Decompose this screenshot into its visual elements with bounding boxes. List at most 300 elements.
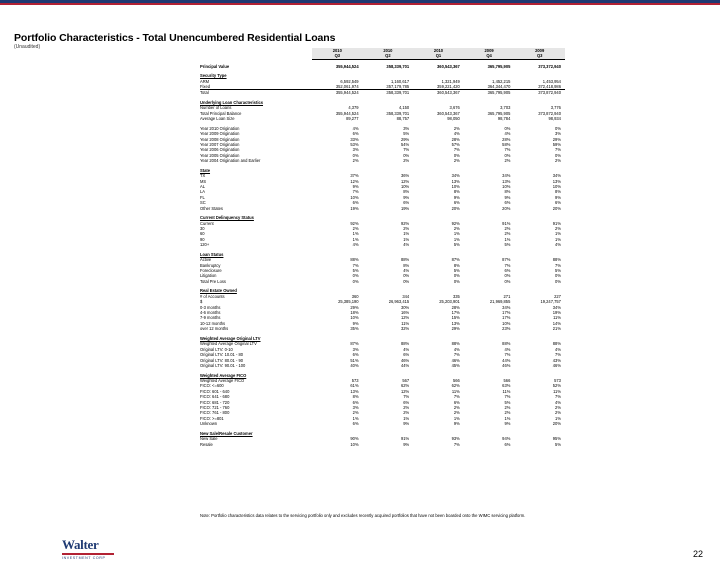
- value-cell: 2%: [555, 404, 561, 410]
- value-cell: 3%: [403, 125, 410, 131]
- section-label: Weighted Average Original LTV: [200, 335, 261, 341]
- value-cell: 355,944,524: [335, 63, 359, 69]
- value-cell: 54%: [400, 141, 410, 147]
- section-label: Underlying Loan Characteristics: [200, 99, 264, 105]
- logo-wordmark: Walter: [62, 537, 99, 552]
- value-cell: 28%: [502, 136, 511, 142]
- value-cell: 7%: [504, 147, 511, 153]
- value-cell: 6%: [504, 441, 511, 447]
- value-cell: 3%: [352, 346, 359, 352]
- value-cell: 7%: [453, 394, 460, 400]
- row-label: FICO: 681 - 720: [200, 399, 230, 405]
- value-cell: 6%: [403, 200, 410, 206]
- value-cell: 46%: [502, 362, 511, 368]
- value-cell: 9%: [352, 183, 359, 189]
- value-cell: 62%: [400, 383, 410, 389]
- footnote: Note: Portfolio characteristics data relates to the servicing portfolio only and excludes recently acquired portfolios that have not been boarded onto the WIMC servicing platform.: [200, 513, 526, 518]
- value-cell: 0%: [504, 278, 511, 284]
- header-quarter: Q3: [312, 53, 363, 59]
- value-cell: 4%: [403, 346, 410, 352]
- header-quarter: Q2: [363, 53, 414, 59]
- row-label: Year 2009 Origination: [200, 131, 240, 137]
- value-cell: 0%: [555, 152, 561, 158]
- value-cell: 567: [402, 377, 410, 383]
- row-label: 4-6 months: [200, 310, 221, 316]
- value-cell: 7%: [555, 262, 561, 268]
- value-cell: 360: [351, 293, 359, 299]
- value-cell: 35%: [350, 326, 359, 332]
- value-cell: 1,452,215: [492, 78, 511, 84]
- row-label: Year 2008 Origination: [200, 136, 240, 142]
- value-cell: 4%: [403, 242, 410, 248]
- row-label: Weighted Average FICO: [200, 377, 245, 383]
- value-cell: 8%: [453, 262, 460, 268]
- value-cell: 4%: [403, 268, 410, 274]
- row-label: FICO: >=801: [200, 415, 224, 421]
- value-cell: 25,203,901: [439, 299, 460, 305]
- value-cell: 9%: [352, 320, 359, 326]
- value-cell: 357,179,785: [386, 83, 410, 89]
- value-cell: 32%: [400, 326, 410, 332]
- value-cell: 1%: [555, 415, 561, 421]
- value-cell: 6%: [403, 352, 410, 358]
- value-cell: 373,372,940: [538, 63, 561, 69]
- value-cell: 4%: [453, 346, 460, 352]
- value-cell: 88%: [400, 257, 410, 263]
- value-cell: 10%: [350, 315, 359, 321]
- value-cell: 30%: [400, 304, 410, 310]
- value-cell: 0%: [453, 278, 460, 284]
- value-cell: 1%: [555, 231, 561, 237]
- value-cell: 91%: [400, 436, 410, 442]
- value-cell: 373,872,940: [514, 90, 565, 96]
- value-cell: 2%: [403, 410, 410, 416]
- value-cell: 37%: [350, 173, 359, 179]
- value-cell: 10%: [502, 183, 511, 189]
- logo-underline: [62, 553, 114, 555]
- walter-logo: [62, 537, 122, 563]
- value-cell: 2%: [453, 404, 460, 410]
- value-cell: 1%: [352, 236, 359, 242]
- value-cell: 46%: [451, 357, 460, 363]
- value-cell: 4,150: [398, 105, 410, 111]
- row-label: Total Pre Loss: [200, 278, 226, 284]
- value-cell: 4%: [453, 131, 460, 137]
- value-cell: 34%: [552, 173, 561, 179]
- row-label: LA: [200, 189, 206, 195]
- value-cell: 88%: [350, 257, 359, 263]
- section-label: Loan Status: [200, 251, 224, 257]
- value-cell: 2%: [504, 231, 511, 237]
- value-cell: 92%: [400, 220, 410, 226]
- value-cell: 13%: [350, 388, 359, 394]
- value-cell: 28%: [451, 304, 460, 310]
- value-cell: 10%: [552, 183, 561, 189]
- value-cell: 87%: [451, 257, 460, 263]
- value-cell: 4,379: [348, 105, 359, 111]
- value-cell: 53%: [350, 141, 359, 147]
- row-label: Litigation: [200, 273, 217, 279]
- value-cell: 6%: [555, 200, 561, 206]
- value-cell: 33%: [350, 136, 359, 142]
- section-label: New Sale/Resale Customer: [200, 430, 253, 436]
- value-cell: 9%: [403, 421, 410, 427]
- value-cell: 6%: [352, 399, 359, 405]
- value-cell: 92%: [350, 220, 359, 226]
- value-cell: 88%: [552, 341, 561, 347]
- value-cell: 13%: [451, 320, 460, 326]
- value-cell: 1%: [504, 415, 511, 421]
- value-cell: 2%: [504, 404, 511, 410]
- value-cell: 7%: [504, 394, 511, 400]
- value-cell: 18%: [350, 310, 359, 316]
- value-cell: 87%: [502, 257, 511, 263]
- header-year: 2009: [514, 48, 565, 53]
- value-cell: 360,543,367: [413, 90, 464, 96]
- value-cell: 335: [452, 293, 460, 299]
- value-cell: 9%: [504, 421, 511, 427]
- value-cell: 0%: [504, 125, 511, 131]
- value-cell: 62%: [451, 383, 460, 389]
- value-cell: 40%: [350, 362, 359, 368]
- header-quarter: Q1: [413, 53, 464, 59]
- value-cell: 364,344,470: [487, 83, 511, 89]
- row-label: FICO: 641 - 680: [200, 394, 230, 400]
- value-cell: 0%: [453, 152, 460, 158]
- value-cell: 8%: [403, 262, 410, 268]
- value-cell: 0%: [453, 273, 460, 279]
- row-label: Other States: [200, 205, 223, 211]
- value-cell: 3%: [352, 147, 359, 153]
- value-cell: 355,944,524: [335, 110, 359, 116]
- row-label: Current: [200, 220, 214, 226]
- header-year: 2010: [413, 48, 464, 53]
- value-cell: 10%: [350, 194, 359, 200]
- value-cell: 6%: [403, 399, 410, 405]
- value-cell: 11%: [553, 388, 561, 394]
- value-cell: 1,160,617: [390, 78, 410, 84]
- value-cell: 44%: [400, 362, 410, 368]
- row-label: over 12 months: [200, 326, 229, 332]
- value-cell: 2%: [453, 158, 460, 164]
- value-cell: 11%: [451, 388, 460, 394]
- value-cell: 4%: [555, 346, 561, 352]
- value-cell: 358,339,701: [363, 90, 414, 96]
- value-cell: 2%: [453, 410, 460, 416]
- value-cell: 25,385,190: [338, 299, 359, 305]
- value-cell: 0%: [403, 273, 410, 279]
- value-cell: 271: [503, 293, 511, 299]
- value-cell: 0%: [555, 125, 561, 131]
- value-cell: 7%: [352, 189, 359, 195]
- row-label: $: [200, 299, 203, 305]
- top-accent-red: [0, 3, 720, 5]
- table-row: [200, 442, 565, 447]
- value-cell: 11%: [553, 315, 561, 321]
- value-cell: 13%: [502, 178, 511, 184]
- header-year: 2010: [363, 48, 414, 53]
- value-cell: 6%: [352, 421, 359, 427]
- value-cell: 59%: [552, 141, 561, 147]
- header-quarter: Q4: [464, 53, 515, 59]
- value-cell: 28%: [451, 136, 460, 142]
- value-cell: 3,676: [449, 105, 460, 111]
- value-cell: 9%: [403, 441, 410, 447]
- section-label: State: [200, 167, 211, 173]
- value-cell: 344: [402, 293, 410, 299]
- section-label: Security Type: [200, 73, 227, 79]
- value-cell: 10%: [400, 183, 410, 189]
- value-cell: 91%: [502, 220, 511, 226]
- value-cell: 359,221,420: [437, 83, 460, 89]
- row-label: 0-3 months: [200, 304, 221, 310]
- value-cell: 2%: [504, 410, 511, 416]
- value-cell: 9%: [453, 194, 460, 200]
- row-label: FL: [200, 194, 205, 200]
- value-cell: 94%: [502, 436, 511, 442]
- row-label: FICO: <=600: [200, 383, 224, 389]
- value-cell: 7%: [453, 352, 460, 358]
- value-cell: 2%: [453, 226, 460, 231]
- row-label: # of Accounts: [200, 293, 225, 299]
- row-label: Average Loan Size: [200, 116, 235, 122]
- value-cell: 8%: [352, 394, 359, 400]
- value-cell: 98,784: [497, 116, 511, 122]
- value-cell: 9%: [555, 194, 561, 200]
- value-cell: 7%: [555, 394, 561, 400]
- logo-subtext: INVESTMENT CORP: [62, 556, 106, 560]
- row-label: 60: [200, 231, 205, 237]
- value-cell: 365,795,905: [464, 90, 515, 96]
- row-label: Original LTV: 80.01 - 90: [200, 357, 244, 363]
- row-label: Unknown: [200, 421, 218, 427]
- value-cell: 23%: [502, 326, 511, 332]
- row-label: Year 2004 Origination and Earlier: [200, 158, 261, 164]
- value-cell: 0%: [403, 278, 410, 284]
- row-label: 7-9 months: [200, 315, 221, 321]
- value-cell: 1,321,949: [441, 78, 460, 84]
- value-cell: 43%: [552, 357, 561, 363]
- value-cell: 5%: [352, 268, 359, 274]
- section-label: Real Estate Owned: [200, 288, 237, 294]
- value-cell: 4%: [504, 346, 511, 352]
- value-cell: 365,795,905: [487, 110, 511, 116]
- row-label: 90: [200, 236, 205, 242]
- value-cell: 5%: [504, 399, 511, 405]
- value-cell: 52%: [552, 383, 561, 389]
- value-cell: 1,453,954: [542, 78, 561, 84]
- value-cell: 0%: [555, 273, 561, 279]
- row-label: 120+: [200, 242, 210, 248]
- value-cell: 88,757: [396, 116, 410, 122]
- value-cell: 7%: [403, 147, 410, 153]
- value-cell: 373,872,940: [538, 110, 561, 116]
- page-subtitle: (Unaudited): [14, 44, 41, 50]
- row-label: Year 2005 Origination: [200, 152, 240, 158]
- row-label: Weighted Average Original LTV: [200, 341, 257, 347]
- value-cell: 6%: [453, 200, 460, 206]
- row-label: FICO: 761 - 800: [200, 410, 230, 416]
- value-cell: 0%: [504, 152, 511, 158]
- value-cell: 5%: [555, 268, 561, 274]
- value-cell: 9%: [504, 194, 511, 200]
- value-cell: 7%: [504, 262, 511, 268]
- value-cell: 93%: [451, 436, 460, 442]
- value-cell: 15%: [451, 315, 460, 321]
- value-cell: 1%: [352, 415, 359, 421]
- value-cell: 2%: [504, 158, 511, 164]
- portfolio-table: [200, 48, 565, 447]
- value-cell: 1%: [555, 236, 561, 242]
- value-cell: 20%: [552, 205, 561, 211]
- value-cell: 3%: [352, 404, 359, 410]
- row-label: Principal Value: [200, 63, 230, 69]
- section-label: Current Delinquency Status: [200, 215, 254, 221]
- value-cell: 2%: [352, 226, 359, 231]
- value-cell: 566: [503, 377, 511, 383]
- value-cell: 0%: [555, 278, 561, 284]
- value-cell: 2%: [403, 226, 410, 231]
- value-cell: 0%: [352, 273, 359, 279]
- value-cell: 2%: [504, 226, 511, 231]
- value-cell: 8%: [504, 189, 511, 195]
- row-label: Year 2006 Origination: [200, 147, 240, 153]
- value-cell: 16%: [400, 310, 410, 316]
- value-cell: 34%: [502, 173, 511, 179]
- value-cell: 1%: [453, 231, 460, 237]
- value-cell: 46%: [400, 357, 410, 363]
- value-cell: 6%: [504, 200, 511, 206]
- value-cell: 2%: [555, 226, 561, 231]
- value-cell: 87%: [350, 341, 359, 347]
- value-cell: 29%: [451, 326, 460, 332]
- value-cell: 10%: [451, 183, 460, 189]
- row-label: MS: [200, 178, 207, 184]
- value-cell: 20%: [502, 205, 511, 211]
- value-cell: 29%: [552, 136, 561, 142]
- section-label: Weighted Average FICO: [200, 372, 247, 378]
- value-cell: 227: [554, 293, 561, 299]
- value-cell: 2%: [352, 410, 359, 416]
- row-label: Original LTV: 90.01 - 100: [200, 362, 246, 368]
- value-cell: 17%: [502, 310, 511, 316]
- value-cell: 358,339,701: [386, 110, 410, 116]
- value-cell: 2%: [352, 158, 359, 164]
- value-cell: 34%: [451, 173, 460, 179]
- value-cell: 10%: [502, 320, 511, 326]
- header-year: 2010: [312, 48, 363, 53]
- value-cell: 88%: [400, 341, 410, 347]
- value-cell: 7%: [453, 147, 460, 153]
- value-cell: 1%: [504, 236, 511, 242]
- value-cell: 17%: [502, 315, 511, 321]
- top-accent-bar: [0, 0, 720, 8]
- value-cell: 90%: [350, 436, 359, 442]
- value-cell: 29%: [350, 304, 359, 310]
- value-cell: 58%: [502, 141, 511, 147]
- value-cell: 1%: [453, 236, 460, 242]
- value-cell: 34%: [552, 304, 561, 310]
- value-cell: 7%: [555, 352, 561, 358]
- value-cell: 8%: [403, 189, 410, 195]
- value-cell: 6%: [352, 352, 359, 358]
- value-cell: 2%: [555, 158, 561, 164]
- row-label: Active: [200, 257, 212, 263]
- value-cell: 19%: [552, 310, 561, 316]
- row-label: Total Principal Balance: [200, 110, 242, 116]
- value-cell: 4%: [352, 242, 359, 248]
- value-cell: 44%: [502, 357, 511, 363]
- value-cell: 4%: [555, 242, 561, 248]
- row-label: Resale: [200, 441, 213, 447]
- value-cell: 19,247,757: [540, 299, 561, 305]
- value-cell: 26,963,415: [388, 299, 410, 305]
- value-cell: 360,543,367: [437, 63, 460, 69]
- value-cell: 12%: [400, 315, 410, 321]
- portfolio-table-container: [200, 48, 710, 447]
- row-label: Bankruptcy: [200, 262, 221, 268]
- value-cell: 11%: [502, 388, 511, 394]
- value-cell: 7%: [352, 262, 359, 268]
- value-cell: 1%: [403, 415, 410, 421]
- row-label: Original LTV: 10.01 - 80: [200, 352, 244, 358]
- value-cell: 17%: [451, 310, 460, 316]
- value-cell: 12%: [400, 178, 410, 184]
- value-cell: 7%: [453, 441, 460, 447]
- row-label: Number of Loans: [200, 105, 232, 111]
- row-label: AL: [200, 183, 206, 189]
- header-year: 2009: [464, 48, 515, 53]
- value-cell: 10%: [350, 441, 359, 447]
- value-cell: 92%: [451, 220, 460, 226]
- value-cell: 566: [452, 377, 460, 383]
- row-label: Year 2010 Origination: [200, 125, 240, 131]
- value-cell: 89,277: [346, 116, 359, 122]
- value-cell: 95%: [552, 436, 561, 442]
- value-cell: 45%: [451, 362, 460, 368]
- value-cell: 98,934: [548, 116, 561, 122]
- value-cell: 1%: [403, 236, 410, 242]
- value-cell: 2%: [453, 125, 460, 131]
- value-cell: 355,944,524: [312, 90, 363, 96]
- value-cell: 4%: [352, 125, 359, 131]
- value-cell: 2%: [555, 410, 561, 416]
- value-cell: 57%: [451, 141, 460, 147]
- row-label: Year 2007 Origination: [200, 141, 240, 147]
- row-label: 30: [200, 226, 205, 231]
- header-quarter: Q3: [514, 53, 565, 59]
- value-cell: 63%: [502, 383, 511, 389]
- value-cell: 5%: [403, 131, 410, 137]
- value-cell: 6%: [453, 399, 460, 405]
- value-cell: 98,050: [447, 116, 460, 122]
- value-cell: 5%: [453, 268, 460, 274]
- value-cell: 13%: [552, 178, 561, 184]
- value-cell: 0%: [352, 152, 359, 158]
- value-cell: 2%: [403, 404, 410, 410]
- value-cell: 5%: [453, 242, 460, 248]
- value-cell: 0%: [504, 273, 511, 279]
- value-cell: 9%: [403, 194, 410, 200]
- value-cell: 7%: [504, 352, 511, 358]
- value-cell: 573: [554, 377, 561, 383]
- value-cell: 11%: [401, 320, 410, 326]
- row-label: Fixed: [200, 83, 211, 89]
- value-cell: 358,339,701: [386, 63, 410, 69]
- value-cell: 3,703: [500, 105, 511, 111]
- value-cell: 573: [351, 377, 359, 383]
- value-cell: 12%: [400, 388, 410, 394]
